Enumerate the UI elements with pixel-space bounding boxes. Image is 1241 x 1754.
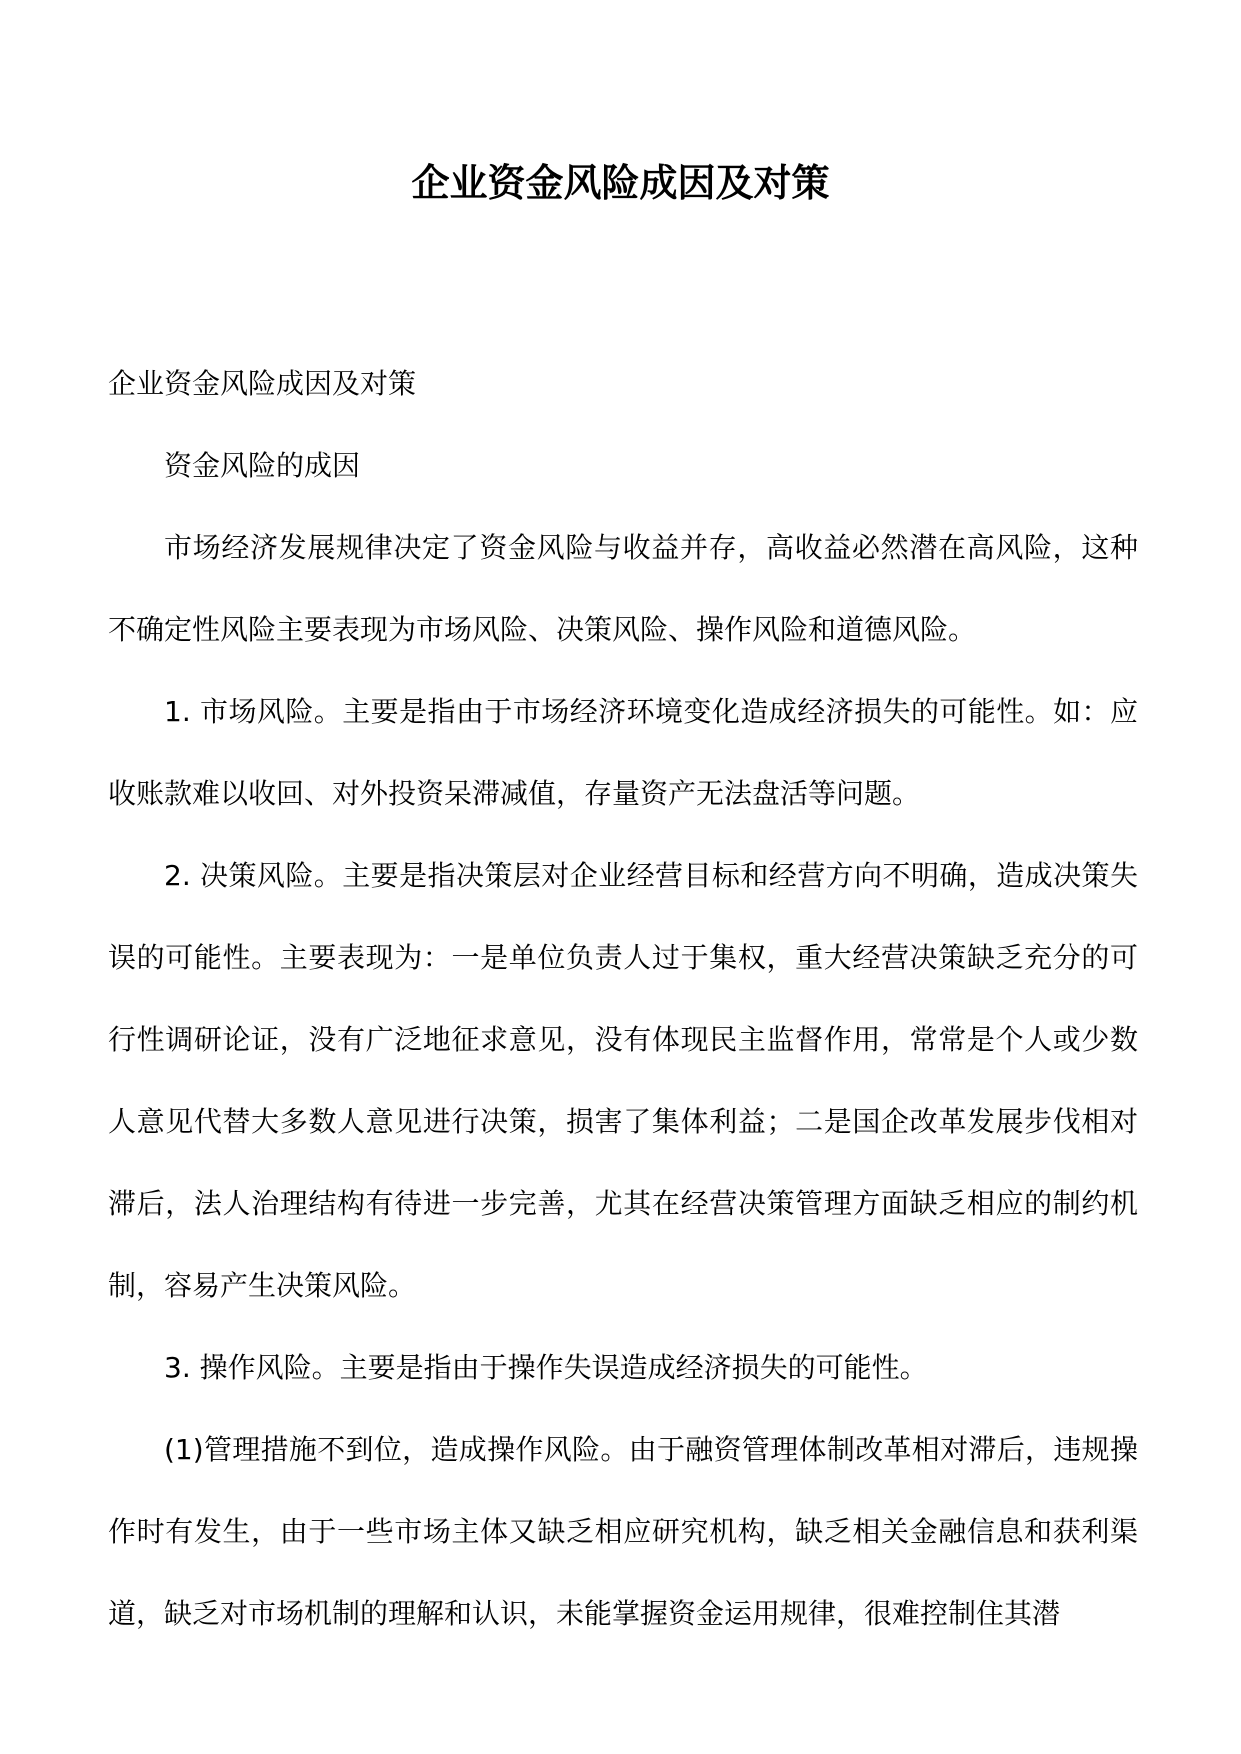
paragraph-market-risk: 1. 市场风险。主要是指由于市场经济环境变化造成经济损失的可能性。如：应收账款难以收回、对外投资呆滞减值，存量资产无法盘活等问题。 [108, 695, 1138, 810]
paragraph-management-measures: (1)管理措施不到位，造成操作风险。由于融资管理体制改革相对滞后，违规操作时有发生，由于一些市场主体又缺乏相应研究机构，缺乏相关金融信息和获利渠道，缺乏对市场机制的理解和认识，未能掌握资金运用规律，很难控制住其潜 [108, 1433, 1138, 1630]
paragraph-operation-risk: 3. 操作风险。主要是指由于操作失误造成经济损失的可能性。 [164, 1351, 928, 1384]
section-heading: 资金风险的成因 [164, 449, 361, 482]
document-title: 企业资金风险成因及对策 [411, 160, 830, 205]
document-body [108, 343, 1138, 1655]
paragraph-decision-risk: 2. 决策风险。主要是指决策层对企业经营目标和经营方向不明确，造成决策失误的可能性。主要表现为：一是单位负责人过于集权，重大经营决策缺乏充分的可行性调研论证，没有广泛地征求意见，没有体现民主监督作用，常常是个人或少数人意见代替大多数人意见进行决策，损害了集体利益；二是国企改革发展步伐相对滞后，法人治理结构有待进一步完善，尤其在经营决策管理方面缺乏相应的制约机制，容易产生决策风险。 [108, 859, 1138, 1302]
heading-repeat: 企业资金风险成因及对策 [108, 367, 417, 400]
paragraph-intro: 市场经济发展规律决定了资金风险与收益并存，高收益必然潜在高风险，这种不确定性风险主要表现为市场风险、决策风险、操作风险和道德风险。 [108, 531, 1138, 646]
